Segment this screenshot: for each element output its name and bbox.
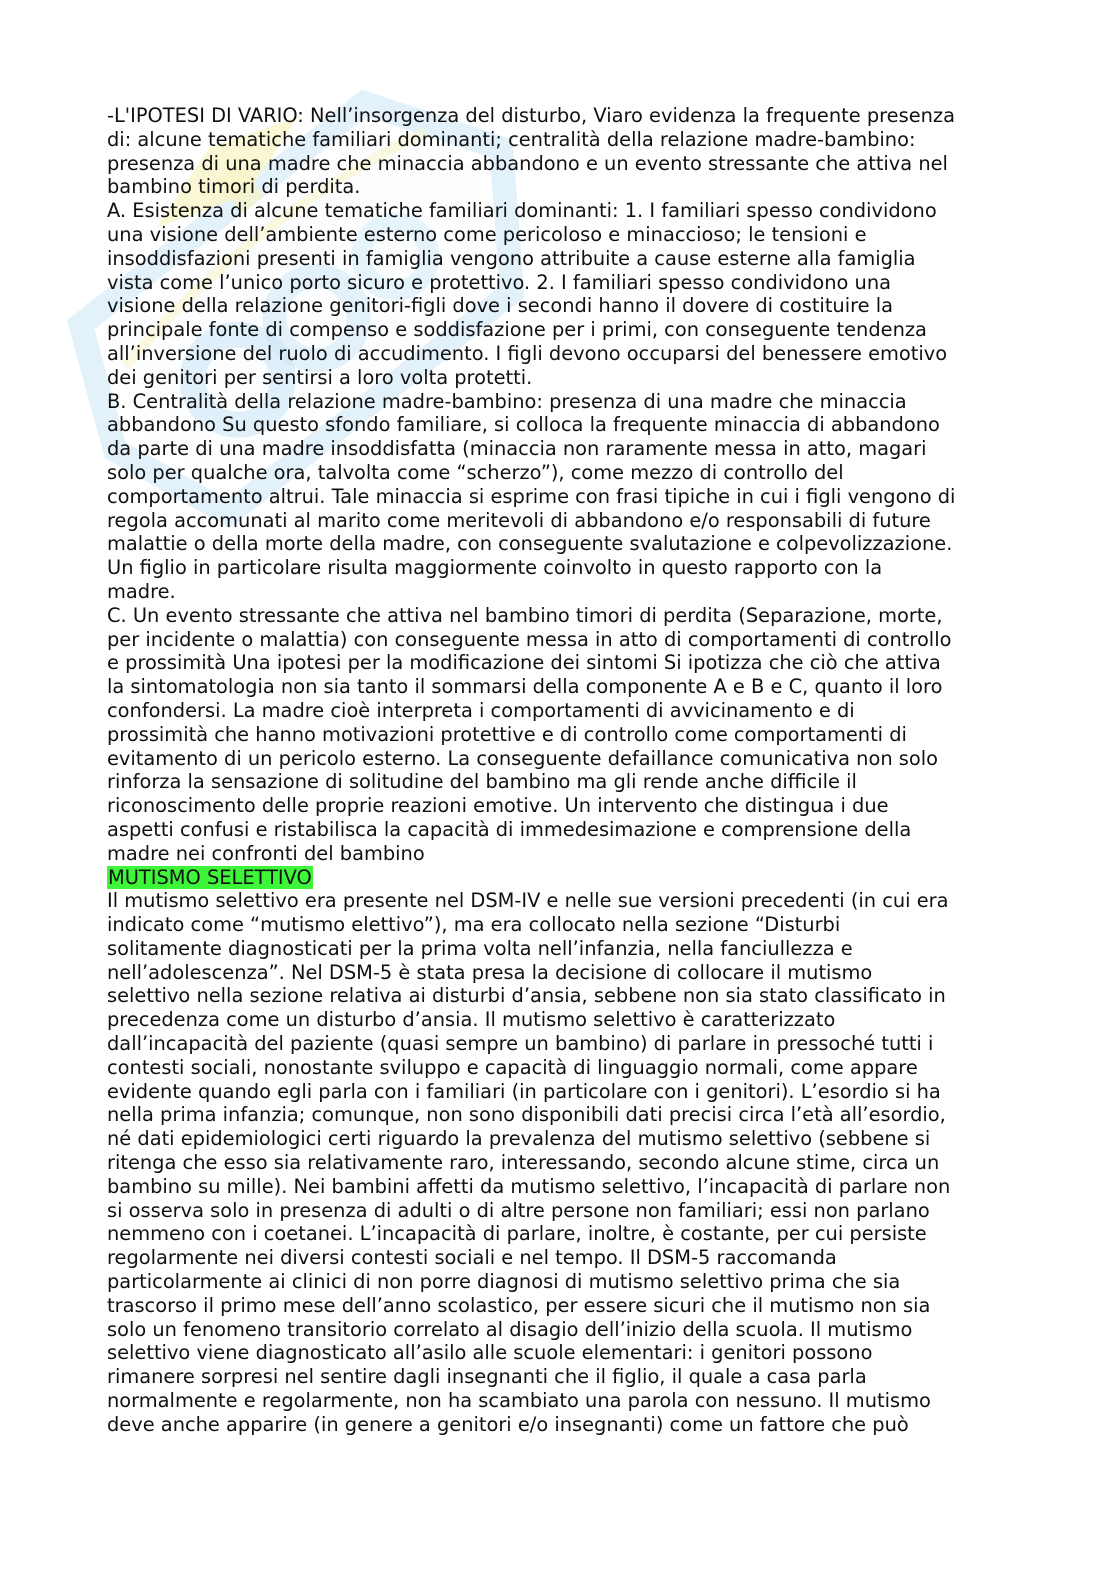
section-heading-row (107, 866, 1007, 890)
paragraph-ipotesi-vario: -L'IPOTESI DI VARIO: Nell’insorgenza del disturbo, Viaro evidenza la frequente presenza di: alcune tematiche familiari dominanti; centralità della relazione madre-bambino: presenza di una madre che minaccia abbandono e un evento stressante che attiva nel bambino timori di perdita. (107, 104, 955, 199)
document-body (107, 104, 1007, 1437)
paragraph-mutismo-selettivo: Il mutismo selettivo era presente nel DSM-IV e nelle sue versioni precedenti (in cui era indicato come “mutismo elettivo”), ma era collocato nella sezione “Disturbi solitamente diagnosticati per la prima volta nell’infanzia, nella fanciullezza e nell’adolescenza”. Nel DSM-5 è stata presa la decisione di collocare il mutismo selettivo nella sezione relativa ai disturbi d’ansia, sebbene non sia stato classificato in precedenza come un disturbo d’ansia. Il mutismo selettivo è caratterizzato dall’incapacità del paziente (quasi sempre un bambino) di parlare in pressoché tutti i contesti sociali, nonostante sviluppo e capacità di linguaggio normali, come appare evidente quando egli parla con i familiari (in particolare con i genitori). L’esordio si ha nella prima infanzia; comunque, non sono disponibili dati precisi circa l’età all’esordio, né dati epidemiologici certi riguardo la prevalenza del mutismo selettivo (sebbene si ritenga che esso sia relativamente raro, interessando, secondo alcune stime, circa un bambino su mille). Nei bambini affetti da mutismo selettivo, l’incapacità di parlare non si osserva solo in presenza di adulti o di altre persone non familiari; essi non parlano nemmeno con i coetanei. L’incapacità di parlare, inoltre, è costante, per cui persiste regolarmente nei diversi contesti sociali e nel tempo. Il DSM-5 raccomanda particolarmente ai clinici di non porre diagnosi di mutismo selettivo prima che sia trascorso il primo mese dell’anno scolastico, per essere sicuri che il mutismo non sia solo un fenomeno transitorio correlato al disagio dell’inizio della scuola. Il mutismo selettivo viene diagnosticato all’asilo alle scuole elementari: i genitori possono rimanere sorpresi nel sentire dagli insegnanti che il figlio, il quale a casa parla normalmente e regolarmente, non ha scambiato una parola con nessuno. Il mutismo deve anche apparire (in genere a genitori e/o insegnanti) come un fattore che può (107, 889, 951, 1436)
section-heading-mutismo-selettivo: MUTISMO SELETTIVO (108, 865, 312, 889)
paragraph-section-b: B. Centralità della relazione madre-bambino: presenza di una madre che minaccia abbandono Su questo sfondo familiare, si colloca la frequente minaccia di abbandono da parte di una madre insoddisfatta (minaccia non raramente messa in atto, magari solo per qualche ora, talvolta come “scherzo”), come mezzo di controllo del comportamento altrui. Tale minaccia si esprime con frasi tipiche in cui i figli vengono di regola accomunati al marito come meritevoli di abbandono e/o responsabili di future malattie o della morte della madre, con conseguente svalutazione e colpevolizzazione. Un figlio in particolare risulta maggiormente coinvolto in questo rapporto con la madre. (107, 389, 956, 603)
paragraph-section-a: A. Esistenza di alcune tematiche familiari dominanti: 1. I familiari spesso condividono una visione dell’ambiente esterno come pericoloso e minaccioso; le tensioni e insoddisfazioni presenti in famiglia vengono attribuite a cause esterne alla famiglia vista come l’unico porto sicuro e protettivo. 2. I familiari spesso condividono una visione della relazione genitori-figli dove i secondi hanno il dovere di costituire la principale fonte di compenso e soddisfazione per i primi, con conseguente tendenza all’inversione del ruolo di accudimento. I figli devono occuparsi del benessere emotivo dei genitori per sentirsi a loro volta protetti. (107, 199, 948, 389)
paragraph-section-c: C. Un evento stressante che attiva nel bambino timori di perdita (Separazione, morte, per incidente o malattia) con conseguente messa in atto di comportamenti di controllo e prossimità Una ipotesi per la modificazione dei sintomi Si ipotizza che ciò che attiva la sintomatologia non sia tanto il sommarsi della componente A e B e C, quanto il loro confondersi. La madre cioè interpreta i comportamenti di avvicinamento e di prossimità che hanno motivazioni protettive e di controllo come comportamenti di evitamento di un pericolo esterno. La conseguente defaillance comunicativa non solo rinforza la sensazione di solitudine del bambino ma gli rende anche difficile il riconoscimento delle proprie reazioni emotive. Un intervento che distingua i due aspetti confusi e ristabilisca la capacità di immedesimazione e comprensione della madre nei confronti del bambino (107, 603, 952, 865)
